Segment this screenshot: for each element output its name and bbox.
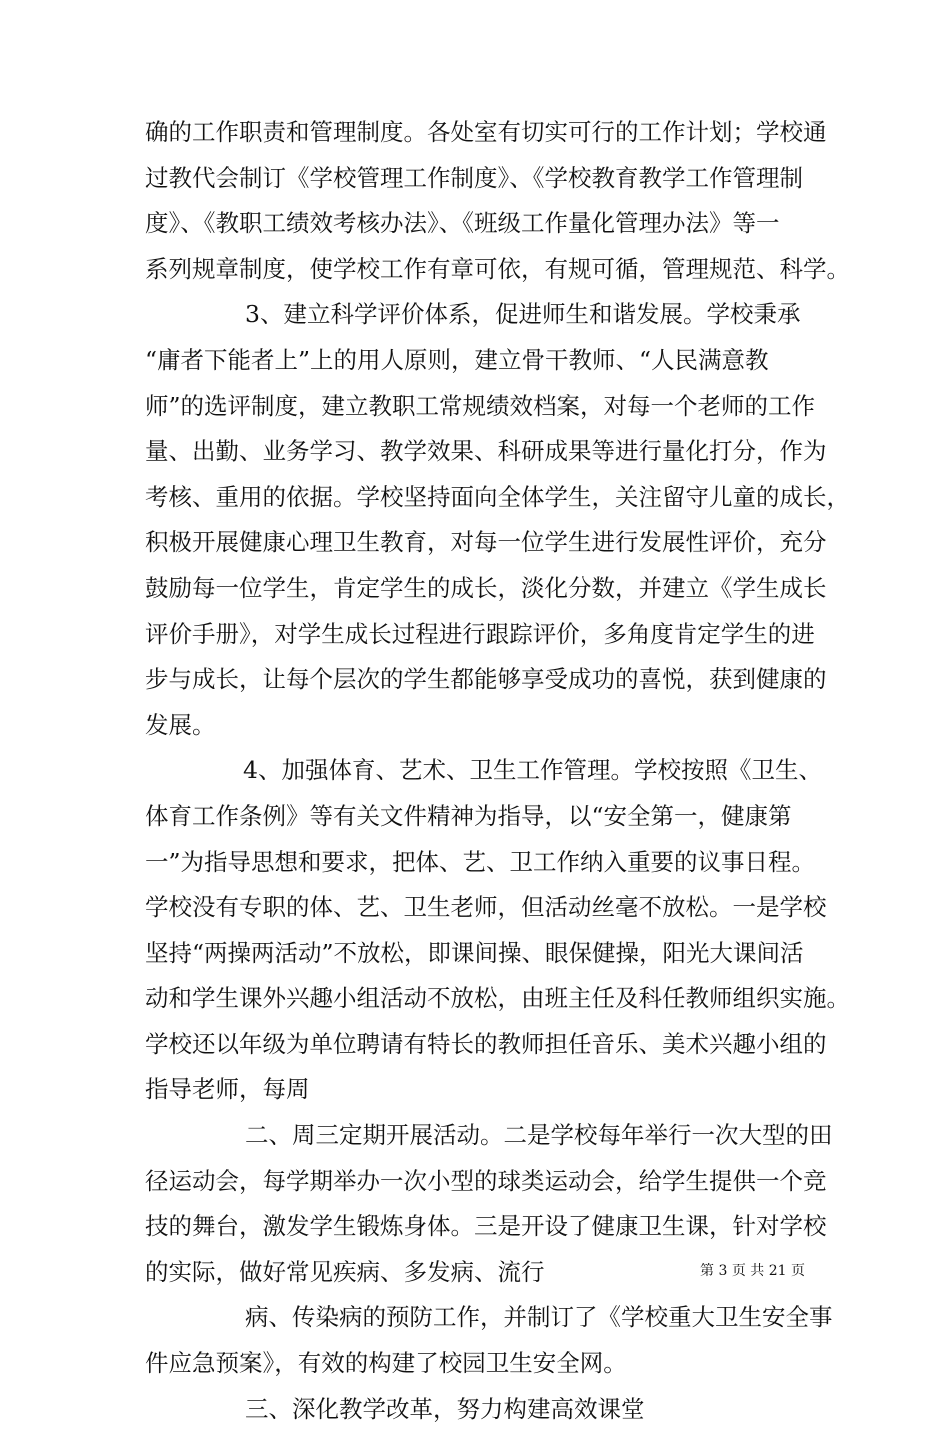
text-line: 考核、重用的依据。学校坚持面向全体学生，关注留守儿童的成长，	[145, 482, 850, 511]
text-line: 积极开展健康心理卫生教育，对每一位学生进行发展性评价，充分	[145, 528, 827, 557]
text-line: 步与成长，让每个层次的学生都能够享受成功的喜悦，获到健康的	[145, 665, 827, 694]
page-number-footer: 第 3 页 共 21 页	[700, 1263, 805, 1279]
text-line: 系列规章制度，使学校工作有章可依，有规可循，管理规范、科学。	[145, 254, 850, 283]
text-line: 体育工作条例》等有关文件精神为指导，以“安全第一，健康第	[145, 801, 792, 830]
text-line: 一”为指导思想和要求，把体、艺、卫工作纳入重要的议事日程。	[145, 847, 816, 876]
body-text	[145, 110, 850, 1432]
text-line: 度》、《教职工绩效考核办法》、《班级工作量化管理办法》等一	[145, 209, 780, 238]
text-line: 确的工作职责和管理制度。各处室有切实可行的工作计划；学校通	[145, 118, 827, 146]
text-line: 坚持“两操两活动”不放松，即课间操、眼保健操，阳光大课间活	[145, 938, 804, 967]
text-line: 师”的选评制度，建立教职工常规绩效档案，对每一个老师的工作	[145, 391, 816, 420]
text-line: 学校没有专职的体、艺、卫生老师，但活动丝毫不放松。一是学校	[145, 893, 827, 922]
text-line: 技的舞台，激发学生锻炼身体。三是开设了健康卫生课，针对学校	[145, 1212, 827, 1241]
text-line: 发展。	[145, 710, 216, 739]
text-line: 鼓励每一位学生，肯定学生的成长，淡化分数，并建立《学生成长	[145, 573, 827, 602]
section-heading-line: 三、深化教学改革，努力构建高效课堂	[245, 1394, 645, 1423]
text-line: 径运动会，每学期举办一次小型的球类运动会，给学生提供一个竞	[145, 1166, 827, 1195]
text-line: 过教代会制订《学校管理工作制度》、《学校教育教学工作管理制	[145, 163, 803, 192]
text-line: 病、传染病的预防工作，并制订了《学校重大卫生安全事	[245, 1303, 833, 1332]
text-line: 的实际，做好常见疾病、多发病、流行	[145, 1257, 545, 1286]
text-line: 量、出勤、业务学习、教学效果、科研成果等进行量化打分，作为	[145, 437, 827, 466]
text-line: 评价手册》，对学生成长过程进行跟踪评价，多角度肯定学生的进	[145, 619, 815, 648]
text-line: 学校还以年级为单位聘请有特长的教师担任音乐、美术兴趣小组的	[145, 1029, 827, 1058]
text-line: 指导老师，每周	[145, 1075, 310, 1104]
paragraph-4-heading-line: 4、加强体育、艺术、卫生工作管理。学校按照《卫生、	[243, 756, 822, 785]
text-line: 二、周三定期开展活动。二是学校每年举行一次大型的田	[245, 1121, 833, 1150]
paragraph-3-heading-line: 3、建立科学评价体系，促进师生和谐发展。学校秉承	[245, 300, 801, 329]
text-line: 动和学生课外兴趣小组活动不放松，由班主任及科任教师组织实施。	[145, 984, 850, 1013]
text-line: “庸者下能者上”上的用人原则，建立骨干教师、“人民满意教	[145, 345, 769, 374]
text-line: 件应急预案》，有效的构建了校园卫生安全网。	[145, 1349, 627, 1378]
